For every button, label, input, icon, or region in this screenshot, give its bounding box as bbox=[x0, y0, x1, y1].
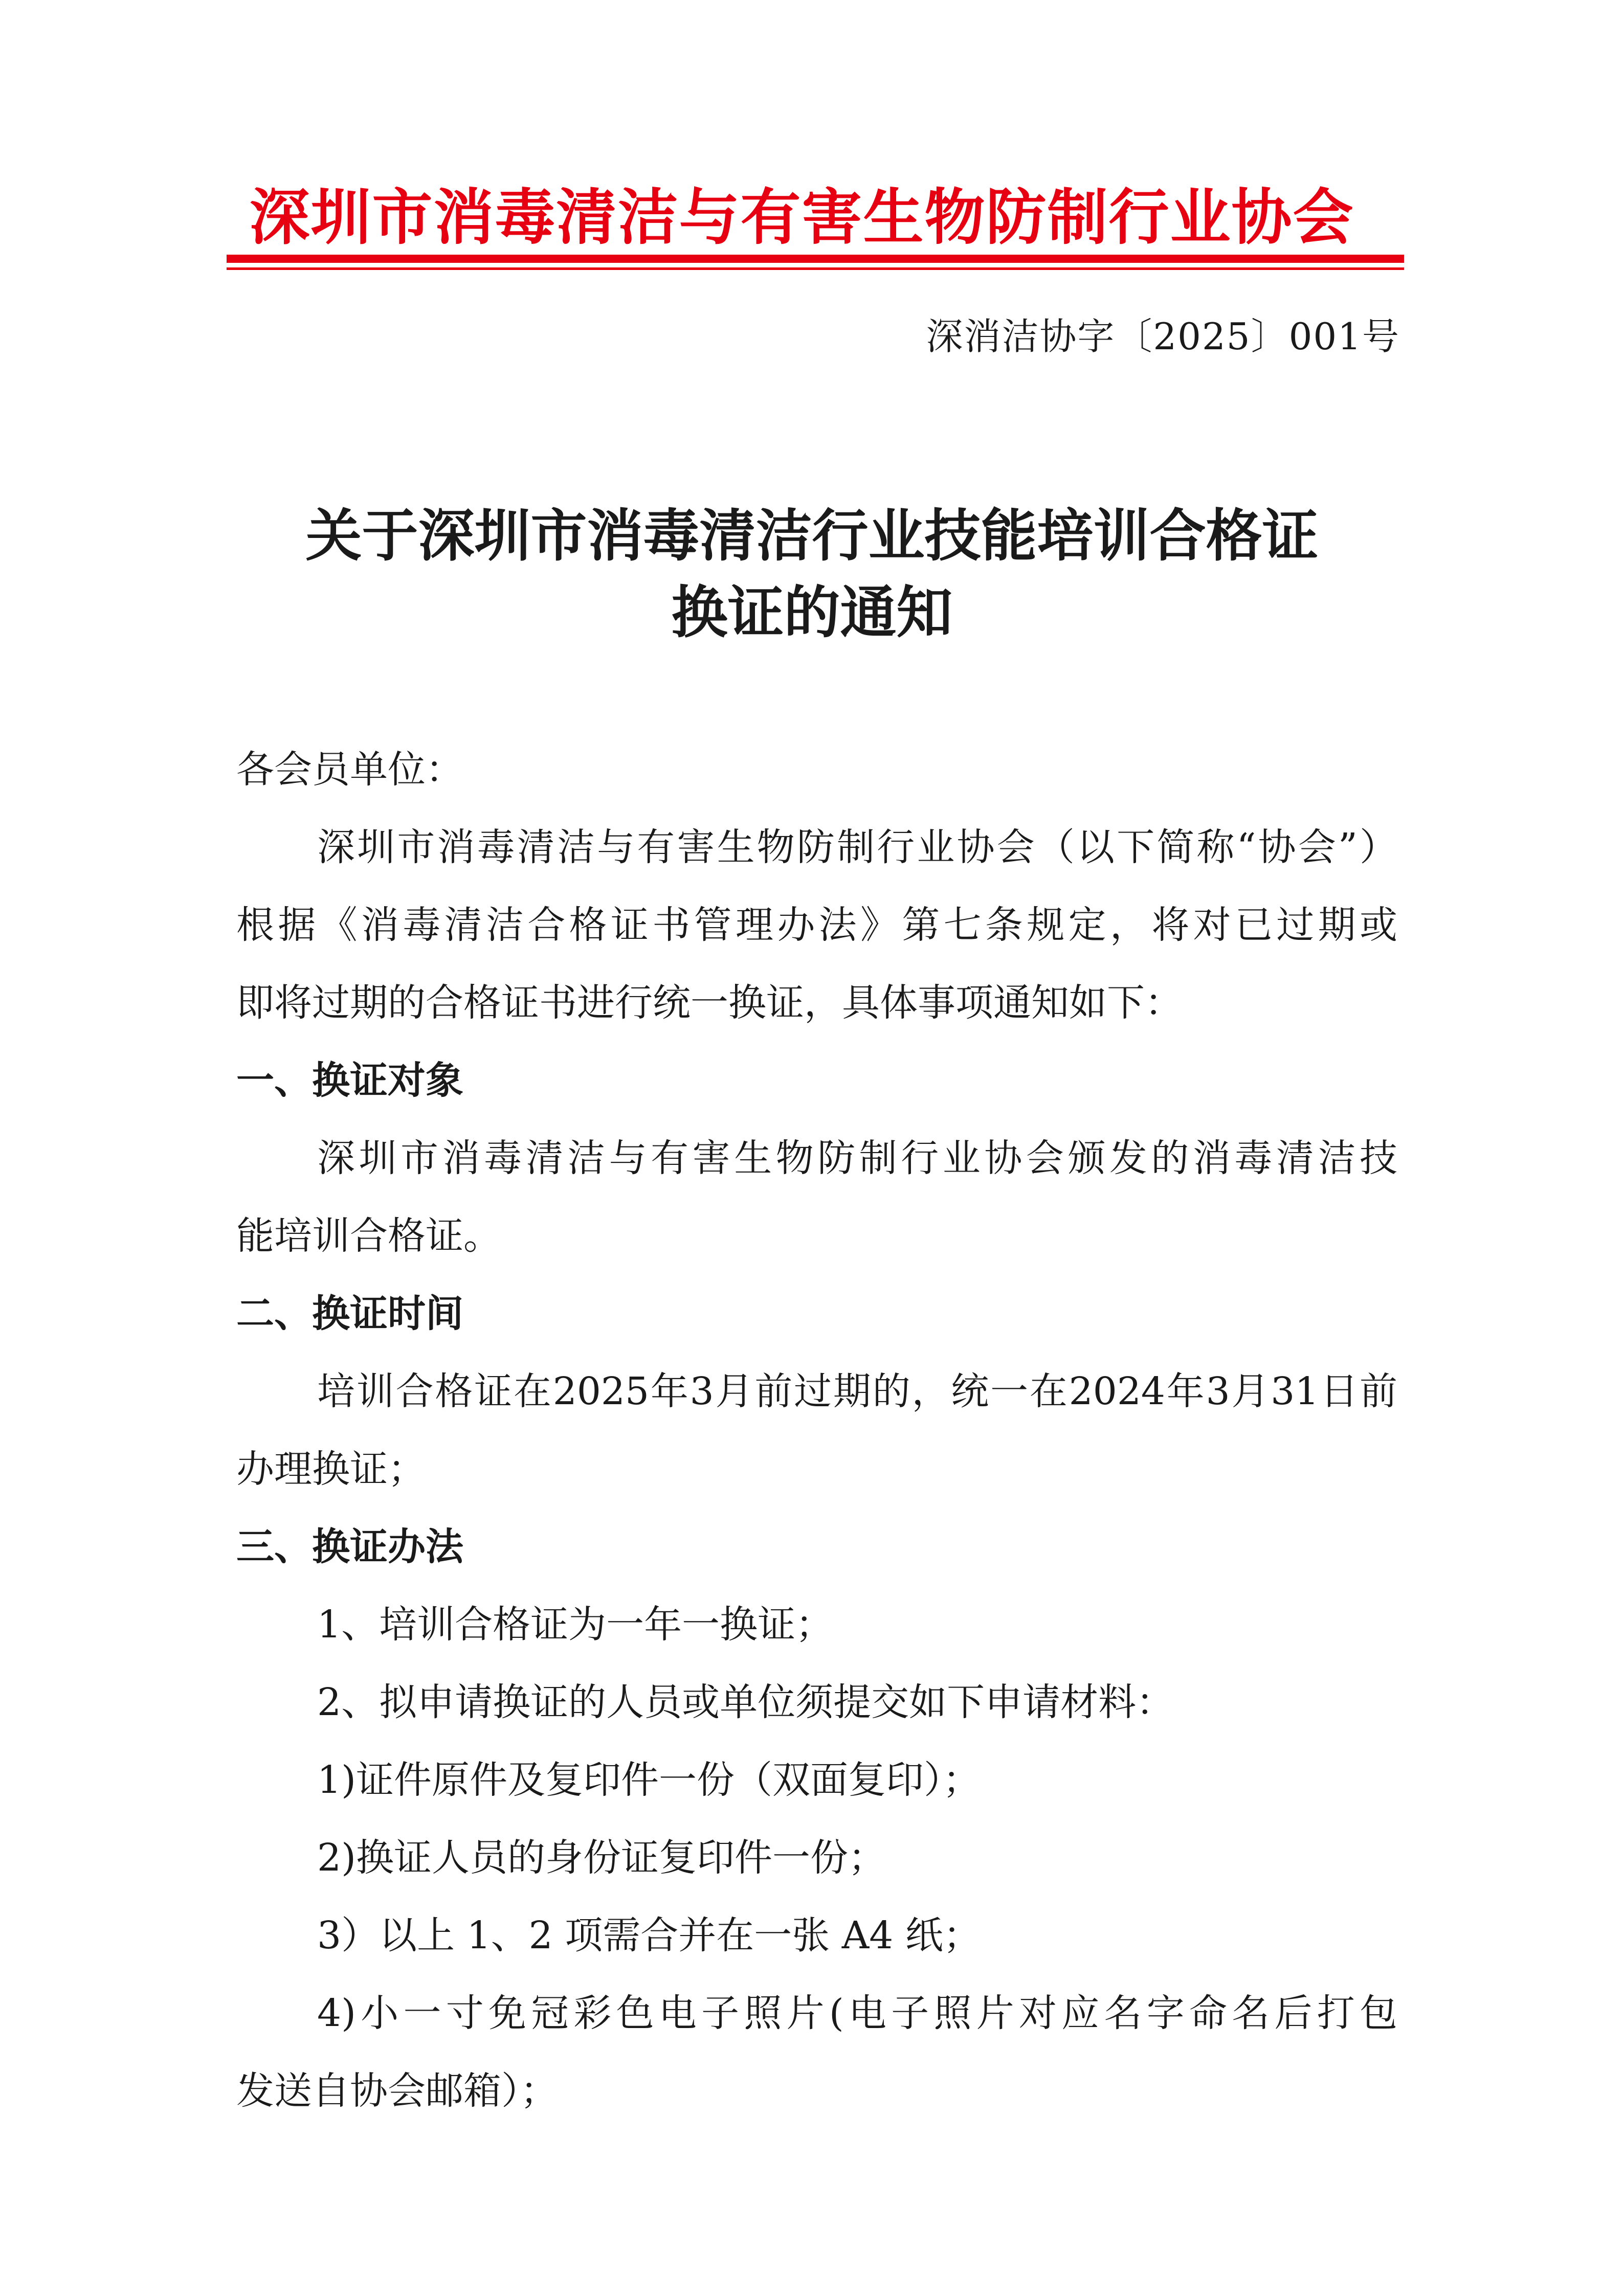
section-1-line-2: 能培训合格证。 bbox=[236, 1214, 501, 1258]
method-item-1: 1、培训合格证为一年一换证； bbox=[317, 1603, 834, 1647]
organization-letterhead: 深圳市消毒清洁与有害生物防制行业协会 bbox=[249, 182, 1354, 253]
letterhead-rule-thin bbox=[227, 267, 1404, 270]
letterhead-rule-thick bbox=[227, 255, 1404, 263]
method-item-2: 2、拟申请换证的人员或单位须提交如下申请材料： bbox=[317, 1680, 1174, 1724]
section-heading-time: 二、换证时间 bbox=[236, 1292, 463, 1336]
material-item-1: 1)证件原件及复印件一份（双面复印）； bbox=[317, 1758, 981, 1802]
intro-line-1: 深圳市消毒清洁与有害生物防制行业协会（以下简称“协会”） bbox=[317, 825, 1397, 869]
notice-title-line-1: 关于深圳市消毒清洁行业技能培训合格证 bbox=[305, 503, 1319, 569]
material-item-4: 4)小一寸免冠彩色电子照片(电子照片对应名字命名后打包 bbox=[317, 1991, 1397, 2035]
material-item-4-continued: 发送自协会邮箱）； bbox=[236, 2069, 558, 2113]
intro-line-2: 根据《消毒清洁合格证书管理办法》第七条规定，将对已过期或 bbox=[236, 903, 1397, 947]
section-2-line-2: 办理换证； bbox=[236, 1447, 426, 1491]
document-number: 深消洁协字〔2025〕001号 bbox=[926, 315, 1400, 358]
notice-title-line-2: 换证的通知 bbox=[671, 579, 953, 645]
salutation: 各会员单位： bbox=[236, 748, 463, 792]
section-1-line-1: 深圳市消毒清洁与有害生物防制行业协会颁发的消毒清洁技 bbox=[317, 1136, 1397, 1180]
material-item-3: 3）以上 1、2 项需合并在一张 A4 纸； bbox=[317, 1914, 981, 1957]
section-2-line-1: 培训合格证在2025年3月前过期的，统一在2024年3月31日前 bbox=[317, 1369, 1397, 1413]
intro-line-3: 即将过期的合格证书进行统一换证，具体事项通知如下： bbox=[236, 981, 1183, 1025]
section-heading-target: 一、换证对象 bbox=[236, 1059, 463, 1102]
section-heading-method: 三、换证办法 bbox=[236, 1525, 463, 1569]
material-item-2: 2)换证人员的身份证复印件一份； bbox=[317, 1836, 886, 1880]
